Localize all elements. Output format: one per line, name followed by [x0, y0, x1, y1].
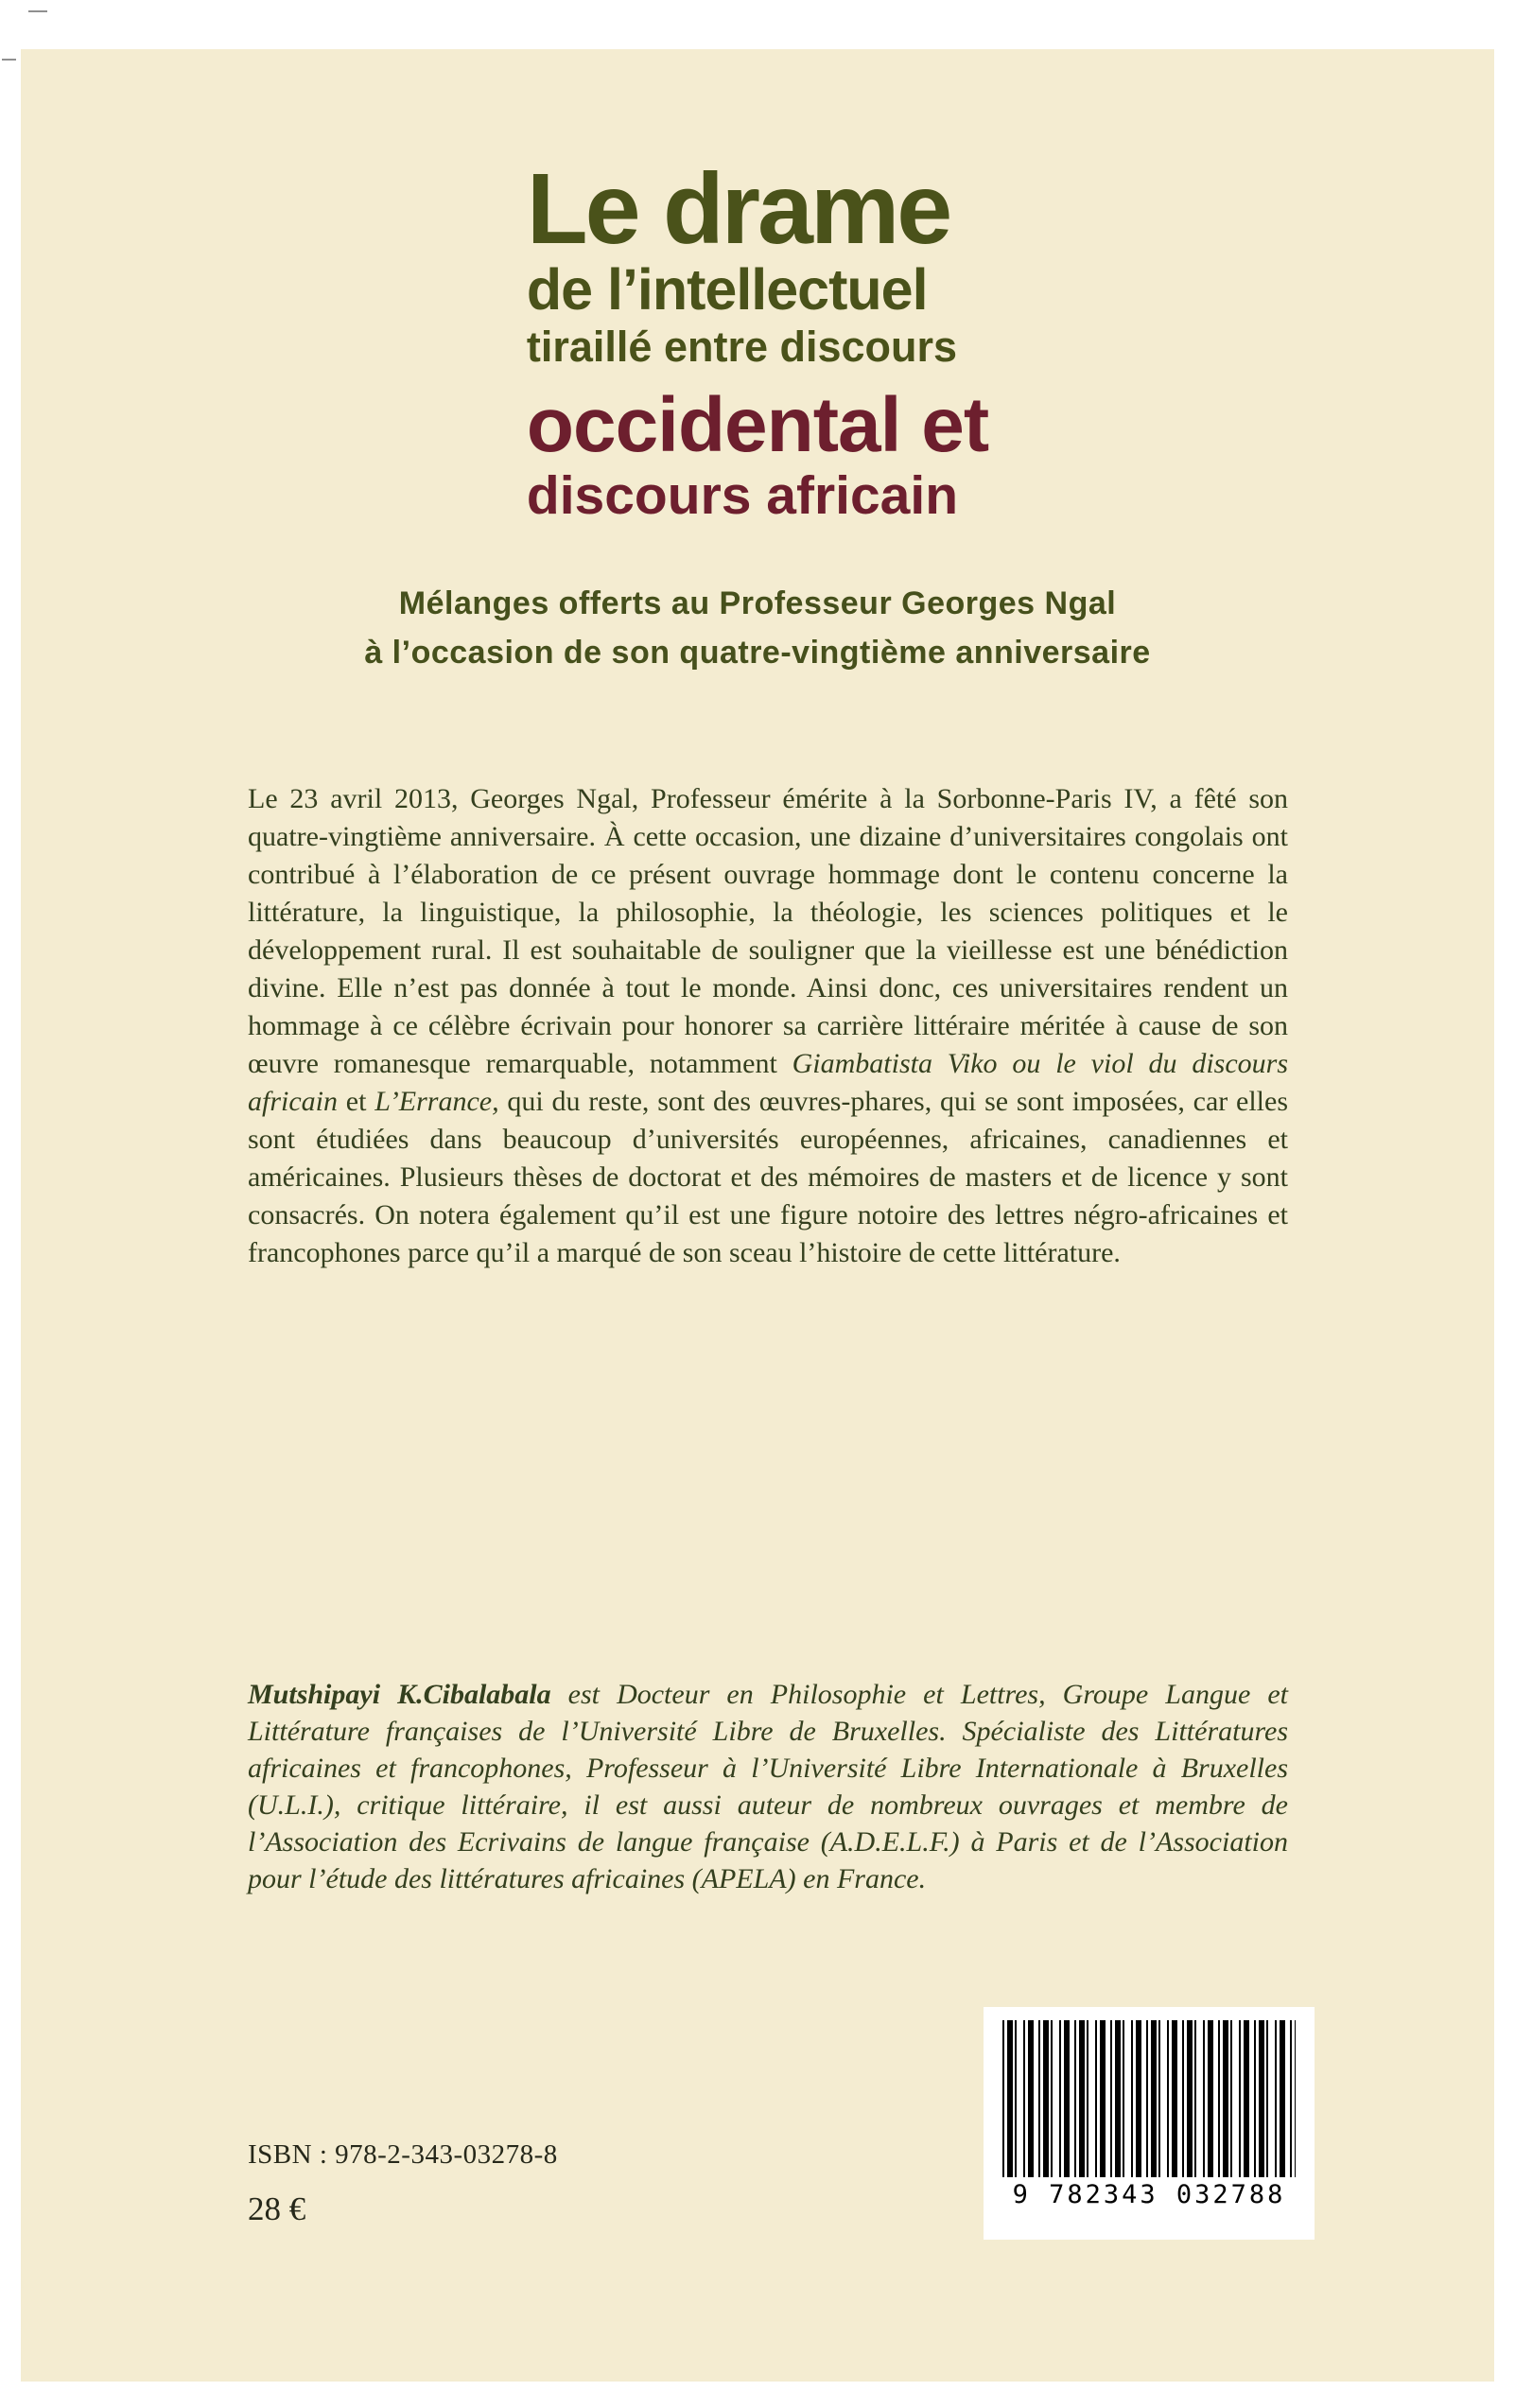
subtitle-line-2: à l’occasion de son quatre-vingtième anniversaire [364, 635, 1151, 671]
subtitle-line-1: Mélanges offerts au Professeur Georges Ngal [398, 585, 1117, 621]
cited-work-title-1: Giambatista Viko ou le viol du discours africain [248, 1048, 1288, 1117]
title-line-5: discours africain [526, 465, 959, 527]
crop-mark [2, 59, 16, 61]
title-block-wrapper [0, 153, 1515, 527]
title-line-1: Le drame [526, 153, 950, 265]
blurb-segment-1: Le 23 avril 2013, Georges Ngal, Professeur émérite à la Sorbonne-Paris IV, a fêté son quatre-vingtième anniversaire. À cette occasion, une dizaine d’universitaires congolais ont contribué à l’élaboration de ce présent ouvrage hommage dont le contenu concerne la littérature, la linguistique, la philosophie, la théologie, les sciences politiques et le développement rural. Il est souhaitable de souligner que la vieillesse est une bénédiction divine. Elle n’est pas donnée à tout le monde. Ainsi donc, ces universitaires rendent un hommage à ce célèbre écrivain pour honorer sa carrière littéraire méritée à cause de son œuvre romanesque remarquable, notamment [248, 783, 1288, 1079]
author-bio [248, 1676, 1288, 1897]
blurb-segment-3: qui du reste, sont des œuvres-phares, qui se sont imposées, car elles sont étudiées dans beaucoup d’universités européennes, africaines, canadiennes et américaines. Plusieurs thèses de doctorat et des mémoires de masters et de licence y sont consacrés. On notera également qu’il est une figure notoire des lettres négro-africaines et francophones parce qu’il a marqué de son sceau l’histoire de cette littérature. [248, 1086, 1289, 1268]
barcode [984, 2007, 1315, 2240]
author-name: Mutshipayi K.Cibalabala [248, 1679, 551, 1710]
back-cover-blurb [248, 780, 1288, 1272]
author-bio-text: est Docteur en Philosophie et Lettres, Groupe Langue et Littérature françaises de l’Université Libre de Bruxelles. Spécialiste des Littératures africaines et francophones, Professeur à l’Université Libre Internationale à Bruxelles (U.L.I.), critique littéraire, il est aussi auteur de nombreux ouvrages et membre de l’Association des Ecrivains de langue française (A.D.E.L.F.) à Paris et de l’Association pour l’étude des littératures africaines (APELA) en France. [248, 1679, 1288, 1894]
crop-mark [28, 10, 47, 12]
title-line-2: de l’intellectuel [526, 257, 928, 322]
price-label: 28 € [248, 2190, 306, 2227]
subtitle-block [0, 579, 1515, 677]
book-title-block [526, 153, 989, 527]
barcode-digits: 9 782343 032788 [1012, 2180, 1286, 2209]
title-line-4: occidental et [526, 381, 989, 468]
isbn-label: ISBN : 978-2-343-03278-8 [248, 2139, 558, 2170]
title-line-3: tiraillé entre discours [526, 322, 958, 371]
blurb-segment-2: et [338, 1086, 375, 1117]
barcode-bars [1002, 2020, 1296, 2177]
cited-work-title-2: L’Errance, [374, 1086, 499, 1117]
